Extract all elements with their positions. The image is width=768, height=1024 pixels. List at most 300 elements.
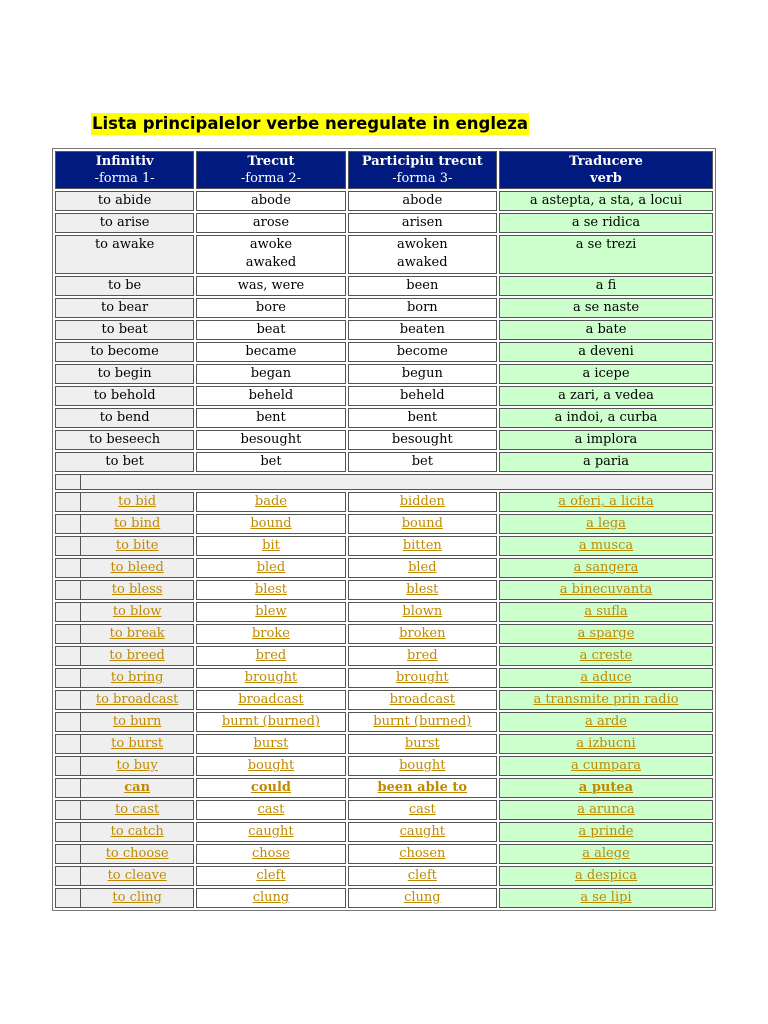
infinitive-cell[interactable] (55, 536, 194, 556)
cell-text: beheld (248, 388, 294, 403)
past-cell (196, 276, 345, 296)
table-row (55, 800, 713, 820)
translation-cell[interactable] (499, 734, 713, 754)
cell-text: to begin (97, 366, 152, 381)
verb-link[interactable]: blest (254, 582, 287, 597)
cell-text: besought (240, 432, 302, 447)
verb-link[interactable]: burnt (burned) (221, 714, 320, 729)
past-cell[interactable] (196, 888, 345, 908)
translation-cell[interactable] (499, 712, 713, 732)
past-cell (196, 452, 345, 472)
verb-link[interactable]: burst (253, 736, 289, 751)
cell-text: a icepe (582, 366, 630, 381)
verb-link[interactable]: to bite (115, 538, 159, 553)
verb-link[interactable]: cast (257, 802, 285, 817)
verb-link[interactable]: a se lipi (580, 890, 632, 905)
participle-cell[interactable] (348, 800, 497, 820)
infinitive-cell (55, 430, 194, 450)
past-cell[interactable] (196, 778, 345, 798)
participle-cell (348, 235, 497, 274)
participle-cell[interactable] (348, 844, 497, 864)
row-marker (56, 823, 81, 841)
infinitive-cell[interactable] (55, 646, 194, 666)
row-marker (56, 559, 81, 577)
cell-text: become (396, 344, 448, 359)
past-cell (196, 298, 345, 318)
cell-text: to beat (101, 322, 148, 337)
verb-link[interactable]: a musca (578, 538, 634, 553)
translation-cell[interactable] (499, 668, 713, 688)
cell-text: a paria (582, 454, 630, 469)
table-row (55, 514, 713, 534)
header-infinitive (55, 151, 194, 189)
translation-cell[interactable] (499, 866, 713, 886)
row-marker (56, 845, 81, 863)
cell-text: abode (402, 193, 443, 208)
cell-text: a se naste (572, 300, 640, 315)
table-row (55, 712, 713, 732)
verb-link[interactable]: burst (404, 736, 440, 751)
cell-text: been (406, 278, 439, 293)
verb-link[interactable]: a arunca (577, 802, 635, 817)
participle-cell[interactable] (348, 756, 497, 776)
cell-text: born (406, 300, 438, 315)
cell-text-line: awaked (245, 255, 297, 270)
verb-link[interactable]: to catch (110, 824, 164, 839)
row-marker (56, 735, 81, 753)
infinitive-cell (55, 452, 194, 472)
translation-cell[interactable] (499, 580, 713, 600)
participle-cell (348, 298, 497, 318)
table-row (55, 690, 713, 710)
past-cell (196, 430, 345, 450)
translation-cell (499, 364, 713, 384)
infinitive-cell[interactable] (55, 888, 194, 908)
infinitive-cell (55, 298, 194, 318)
past-cell (196, 364, 345, 384)
verb-link[interactable]: to bid (118, 494, 157, 509)
verb-link[interactable]: can (124, 780, 151, 795)
verb-link[interactable]: cast (408, 802, 436, 817)
past-cell[interactable] (196, 536, 345, 556)
irregular-verbs-table (52, 148, 716, 911)
infinitive-cell[interactable] (55, 866, 194, 886)
cell-text: beheld (400, 388, 445, 403)
verb-link[interactable]: a sufla (584, 604, 628, 619)
verb-link[interactable]: brought (395, 670, 449, 685)
verb-link[interactable]: bled (408, 560, 437, 575)
participle-cell (348, 213, 497, 233)
verb-link[interactable]: a izbucni (576, 736, 636, 751)
table-row (55, 386, 713, 406)
header-past-participle (348, 151, 497, 189)
infinitive-cell[interactable] (55, 580, 194, 600)
translation-cell (499, 191, 713, 211)
translation-cell[interactable] (499, 800, 713, 820)
verb-link[interactable]: caught (399, 824, 445, 839)
cell-text: to be (108, 278, 142, 293)
verb-link[interactable]: brought (244, 670, 298, 685)
participle-cell (348, 276, 497, 296)
row-marker (56, 537, 81, 555)
header-subtitle: -forma 2- (240, 171, 302, 186)
verb-link[interactable]: a putea (578, 780, 634, 795)
verb-link[interactable]: bled (256, 560, 286, 575)
header-subtitle: -forma 1- (94, 171, 155, 186)
verb-link[interactable]: a oferi, a licita (558, 494, 654, 509)
verb-link[interactable]: burnt (burned) (373, 714, 472, 729)
cell-text: a fi (595, 278, 617, 293)
past-cell[interactable] (196, 580, 345, 600)
participle-cell[interactable] (348, 580, 497, 600)
translation-cell[interactable] (499, 690, 713, 710)
verb-link[interactable]: to break (109, 626, 165, 641)
participle-cell (348, 408, 497, 428)
participle-cell[interactable] (348, 668, 497, 688)
participle-cell (348, 364, 497, 384)
infinitive-cell[interactable] (55, 514, 194, 534)
cell-text: arisen (401, 215, 443, 230)
header-title: Participiu trecut (361, 154, 483, 169)
verb-link[interactable]: bred (255, 648, 287, 663)
past-cell (196, 235, 345, 274)
cell-text: to behold (93, 388, 156, 403)
participle-cell[interactable] (348, 888, 497, 908)
verb-link[interactable]: to bleed (110, 560, 164, 575)
verb-link[interactable]: blew (255, 604, 287, 619)
table-row (55, 452, 713, 472)
translation-cell[interactable] (499, 602, 713, 622)
row-marker (56, 691, 81, 709)
cell-text-line: awoke (249, 237, 293, 252)
translation-cell (499, 276, 713, 296)
infinitive-cell[interactable] (55, 492, 194, 512)
table-row (55, 866, 713, 886)
infinitive-cell (55, 235, 194, 274)
table-row (55, 602, 713, 622)
translation-cell (499, 320, 713, 340)
cell-text-line: awaked (397, 255, 448, 270)
participle-cell (348, 452, 497, 472)
verb-link[interactable]: bidden (399, 494, 445, 509)
cell-text: arose (252, 215, 290, 230)
table-row (55, 213, 713, 233)
verb-link[interactable]: been able to (377, 780, 468, 795)
verb-link[interactable]: to bind (113, 516, 161, 531)
cell-text: to become (90, 344, 159, 359)
past-cell (196, 320, 345, 340)
table-row (55, 888, 713, 908)
row-marker (56, 713, 81, 731)
infinitive-cell[interactable] (55, 800, 194, 820)
participle-cell[interactable] (348, 602, 497, 622)
verb-link[interactable]: could (250, 780, 291, 795)
participle-cell[interactable] (348, 646, 497, 666)
verb-link[interactable]: bought (399, 758, 446, 773)
cell-text: to bet (105, 454, 144, 469)
past-cell[interactable] (196, 624, 345, 644)
infinitive-cell[interactable] (55, 690, 194, 710)
table-row (55, 668, 713, 688)
cell-text: a indoi, a curba (554, 410, 658, 425)
infinitive-cell[interactable] (55, 712, 194, 732)
verb-link[interactable]: to buy (116, 758, 158, 773)
infinitive-cell (55, 386, 194, 406)
translation-cell[interactable] (499, 624, 713, 644)
row-marker (56, 475, 81, 489)
cell-text: to bear (101, 300, 149, 315)
cell-text: a bate (585, 322, 627, 337)
row-marker (56, 647, 81, 665)
past-cell[interactable] (196, 558, 345, 578)
verb-link[interactable]: to cleave (107, 868, 167, 883)
verb-link[interactable]: a cumpara (571, 758, 641, 773)
verb-link[interactable]: blest (406, 582, 439, 597)
participle-cell[interactable] (348, 712, 497, 732)
row-marker (56, 669, 81, 687)
row-marker (56, 493, 81, 511)
row-marker (56, 757, 81, 775)
row-marker (56, 867, 81, 885)
verb-link[interactable]: a despica (574, 868, 638, 883)
participle-cell[interactable] (348, 492, 497, 512)
translation-cell[interactable] (499, 536, 713, 556)
cell-text: beat (256, 322, 286, 337)
infinitive-cell (55, 408, 194, 428)
translation-cell (499, 408, 713, 428)
table-header-row (55, 151, 713, 189)
verb-link[interactable]: bought (247, 758, 295, 773)
past-cell[interactable] (196, 822, 345, 842)
table-row (55, 342, 713, 362)
table-row (55, 408, 713, 428)
cell-text: begun (401, 366, 443, 381)
infinitive-cell[interactable] (55, 602, 194, 622)
infinitive-cell[interactable] (55, 756, 194, 776)
verb-link[interactable]: bred (407, 648, 438, 663)
participle-cell (348, 320, 497, 340)
infinitive-cell[interactable] (55, 822, 194, 842)
table-row (55, 298, 713, 318)
participle-cell[interactable] (348, 514, 497, 534)
infinitive-cell (55, 191, 194, 211)
cell-text: abode (251, 193, 291, 208)
participle-cell[interactable] (348, 690, 497, 710)
verb-link[interactable]: to bring (110, 670, 164, 685)
past-cell (196, 408, 345, 428)
table-row (55, 235, 713, 274)
cell-text: a se ridica (571, 215, 641, 230)
translation-cell[interactable] (499, 646, 713, 666)
verb-link[interactable]: bade (254, 494, 287, 509)
past-cell[interactable] (196, 514, 345, 534)
cell-text: to awake (94, 237, 155, 252)
verb-link[interactable]: a creste (579, 648, 633, 663)
separator-cell (55, 474, 713, 490)
row-marker (56, 515, 81, 533)
translation-cell[interactable] (499, 558, 713, 578)
verb-link[interactable]: a sparge (577, 626, 635, 641)
verb-link[interactable]: to cast (115, 802, 160, 817)
verb-link[interactable]: chosen (399, 846, 446, 861)
infinitive-cell (55, 364, 194, 384)
past-cell[interactable] (196, 712, 345, 732)
infinitive-cell[interactable] (55, 558, 194, 578)
row-marker (56, 581, 81, 599)
infinitive-cell[interactable] (55, 844, 194, 864)
participle-cell[interactable] (348, 558, 497, 578)
verb-link[interactable]: blown (402, 604, 443, 619)
past-cell[interactable] (196, 602, 345, 622)
verb-link[interactable]: a sangera (573, 560, 639, 575)
participle-cell[interactable] (348, 778, 497, 798)
cell-text: bet (411, 454, 433, 469)
infinitive-cell (55, 213, 194, 233)
participle-cell[interactable] (348, 866, 497, 886)
verb-link[interactable]: to burst (111, 736, 164, 751)
header-subtitle: verb (590, 171, 622, 186)
past-cell[interactable] (196, 690, 345, 710)
row-marker (56, 779, 81, 797)
verb-link[interactable]: to cling (112, 890, 162, 905)
table-row (55, 778, 713, 798)
verb-link[interactable]: to breed (109, 648, 165, 663)
past-cell[interactable] (196, 668, 345, 688)
infinitive-cell[interactable] (55, 668, 194, 688)
participle-cell[interactable] (348, 822, 497, 842)
header-subtitle: -forma 3- (392, 171, 453, 186)
infinitive-cell[interactable] (55, 624, 194, 644)
verb-link[interactable]: bitten (402, 538, 442, 553)
verb-link[interactable]: a prinde (578, 824, 634, 839)
verb-link[interactable]: to choose (105, 846, 169, 861)
cell-text: besought (391, 432, 453, 447)
table-row (55, 536, 713, 556)
cell-text: bore (255, 300, 286, 315)
infinitive-cell (55, 342, 194, 362)
past-cell (196, 191, 345, 211)
verb-link[interactable]: a lega (586, 516, 626, 531)
verb-link[interactable]: a arde (585, 714, 627, 729)
verb-link[interactable]: caught (248, 824, 294, 839)
translation-cell[interactable] (499, 844, 713, 864)
cell-text: was, were (237, 278, 305, 293)
table-row (55, 624, 713, 644)
verb-link[interactable]: a transmite prin radio (533, 692, 679, 707)
table-row (55, 822, 713, 842)
translation-cell (499, 298, 713, 318)
infinitive-cell[interactable] (55, 778, 194, 798)
participle-cell (348, 386, 497, 406)
past-cell[interactable] (196, 844, 345, 864)
row-marker (56, 889, 81, 907)
verb-link[interactable]: to broadcast (95, 692, 179, 707)
translation-cell[interactable] (499, 492, 713, 512)
verb-link[interactable]: broadcast (238, 692, 304, 707)
participle-cell[interactable] (348, 734, 497, 754)
separator-row (55, 474, 713, 490)
translation-cell[interactable] (499, 822, 713, 842)
translation-cell (499, 342, 713, 362)
past-cell[interactable] (196, 866, 345, 886)
verb-link[interactable]: a aduce (580, 670, 632, 685)
verb-link[interactable]: broadcast (389, 692, 455, 707)
past-cell[interactable] (196, 492, 345, 512)
past-cell[interactable] (196, 800, 345, 820)
row-marker (56, 801, 81, 819)
verb-link[interactable]: broke (251, 626, 290, 641)
table-row (55, 364, 713, 384)
page-title: Lista principalelor verbe neregulate in engleza (92, 114, 528, 133)
header-title: Traducere (569, 154, 643, 169)
translation-cell[interactable] (499, 514, 713, 534)
past-cell[interactable] (196, 734, 345, 754)
verb-link[interactable]: bit (262, 538, 280, 553)
verb-link[interactable]: cleft (256, 868, 286, 883)
cell-text: to beseech (89, 432, 161, 447)
infinitive-cell[interactable] (55, 734, 194, 754)
cell-text: became (245, 344, 297, 359)
table-row (55, 191, 713, 211)
translation-cell (499, 386, 713, 406)
row-marker (56, 603, 81, 621)
table-row (55, 756, 713, 776)
verb-link[interactable]: to bless (111, 582, 163, 597)
table-row (55, 276, 713, 296)
participle-cell[interactable] (348, 624, 497, 644)
verb-link[interactable]: broken (399, 626, 446, 641)
row-marker (56, 625, 81, 643)
verb-link[interactable]: chose (252, 846, 290, 861)
participle-cell (348, 430, 497, 450)
verb-link[interactable]: clung (252, 890, 290, 905)
cell-text: to bend (99, 410, 150, 425)
verb-link[interactable]: to blow (112, 604, 162, 619)
table-row (55, 492, 713, 512)
header-past (196, 151, 345, 189)
verb-link[interactable]: a binecuvanta (559, 582, 653, 597)
header-title: Infinitiv (95, 154, 154, 169)
past-cell (196, 213, 345, 233)
translation-cell[interactable] (499, 888, 713, 908)
table-row (55, 646, 713, 666)
cell-text: bet (260, 454, 282, 469)
translation-cell (499, 235, 713, 274)
cell-text: to arise (99, 215, 150, 230)
verb-link[interactable]: cleft (407, 868, 437, 883)
verb-link[interactable]: bound (401, 516, 443, 531)
cell-text: bent (256, 410, 286, 425)
cell-text: beaten (399, 322, 445, 337)
past-cell[interactable] (196, 756, 345, 776)
infinitive-cell (55, 320, 194, 340)
infinitive-cell (55, 276, 194, 296)
translation-cell (499, 452, 713, 472)
participle-cell (348, 342, 497, 362)
table-row (55, 734, 713, 754)
verb-link[interactable]: clung (404, 890, 441, 905)
table-row (55, 558, 713, 578)
verb-link[interactable]: a alege (582, 846, 630, 861)
translation-cell[interactable] (499, 778, 713, 798)
table-row (55, 430, 713, 450)
translation-cell (499, 430, 713, 450)
verb-link[interactable]: bound (250, 516, 292, 531)
translation-cell[interactable] (499, 756, 713, 776)
participle-cell[interactable] (348, 536, 497, 556)
past-cell[interactable] (196, 646, 345, 666)
verb-link[interactable]: to burn (112, 714, 162, 729)
